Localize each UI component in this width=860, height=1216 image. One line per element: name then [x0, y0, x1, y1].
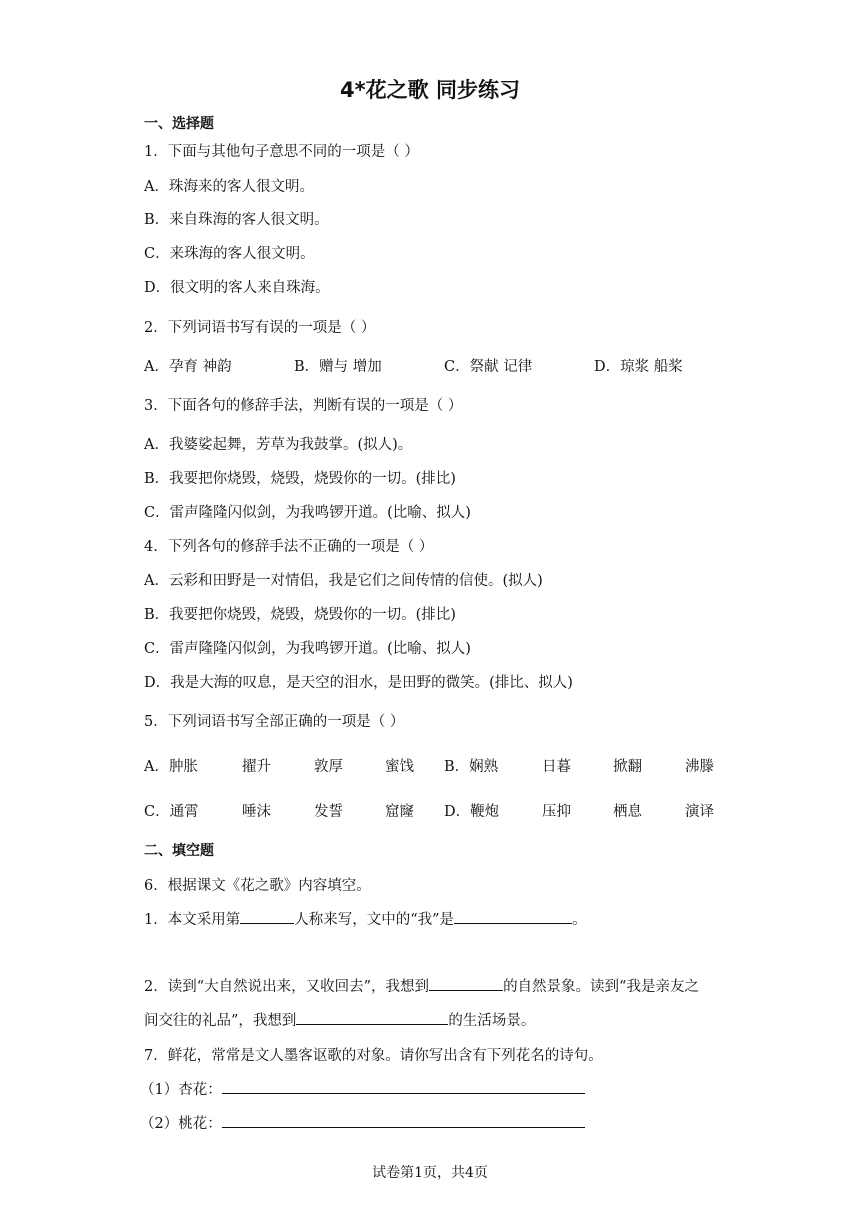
blank-who-is-me[interactable]: [454, 908, 572, 924]
question-1-stem: 1．下面与其他句子意思不同的一项是（ ）: [144, 144, 419, 160]
question-5-word: 敦厚: [314, 759, 343, 775]
page-footer: 试卷第1页，共4页: [372, 1165, 488, 1181]
question-1-option-c: C．来珠海的客人很文明。: [144, 246, 315, 262]
question-6-sub-2-line-1: 2．读到“大自然说出来，又收回去”，我想到 的自然景象。读到“我是亲友之: [144, 975, 699, 996]
question-5-option-d: D．鞭炮: [444, 804, 500, 820]
question-3-option-a: A．我婆娑起舞，芳草为我鼓掌。(拟人)。: [144, 437, 413, 453]
question-6-sub-2-line-2: 间交往的礼品”，我想到 的生活场景。: [144, 1009, 535, 1030]
question-3-option-b: B．我要把你烧毁，烧毁，烧毁你的一切。(排比): [144, 471, 456, 487]
question-5-row-2: [144, 800, 724, 822]
question-5-word: 栖息: [613, 804, 642, 820]
question-5-word: 窟窿: [385, 804, 414, 820]
question-4-stem: 4．下列各句的修辞手法不正确的一项是（ ）: [144, 539, 434, 555]
question-5-word: 压抑: [542, 804, 571, 820]
question-1-option-d: D．很文明的客人来自珠海。: [144, 280, 330, 296]
question-7-stem: 7．鲜花，常常是文人墨客讴歌的对象。请你写出含有下列花名的诗句。: [144, 1048, 603, 1064]
question-1-option-a: A．珠海来的客人很文明。: [144, 179, 314, 195]
question-5-word: 蜜饯: [385, 759, 414, 775]
question-1-option-b: B．来自珠海的客人很文明。: [144, 212, 329, 228]
question-2-option-c: C．祭献 记律: [444, 359, 533, 375]
blank-person[interactable]: [240, 908, 294, 924]
question-6-stem: 6．根据课文《花之歌》内容填空。: [144, 878, 371, 894]
blank-apricot-poem[interactable]: [222, 1078, 585, 1094]
question-2-option-b: B．赠与 增加: [294, 359, 382, 375]
blank-peach-poem[interactable]: [222, 1112, 585, 1128]
question-5-word: 日暮: [542, 759, 571, 775]
blank-life-scene[interactable]: [296, 1009, 448, 1025]
section-heading-choice: 一、选择题: [144, 116, 214, 132]
question-2-option-a: A．孕育 神韵: [144, 359, 232, 375]
question-5-word: 唾沫: [242, 804, 271, 820]
question-5-word: 沸滕: [685, 759, 714, 775]
question-4-option-a: A．云彩和田野是一对情侣，我是它们之间传情的信使。(拟人): [144, 573, 543, 589]
question-2-option-d: D．琼浆 船桨: [594, 359, 683, 375]
question-5-word: 发誓: [314, 804, 343, 820]
question-5-word: 擢升: [242, 759, 271, 775]
question-5-word: 掀翻: [613, 759, 642, 775]
question-5-option-a: A．肿胀: [144, 759, 198, 775]
question-5-option-b: B．娴熟: [444, 759, 499, 775]
question-7-item-1: （1）杏花：: [140, 1078, 585, 1099]
section-heading-fill: 二、填空题: [144, 843, 214, 859]
blank-natural-scene[interactable]: [429, 975, 503, 991]
question-3-stem: 3．下面各句的修辞手法，判断有误的一项是（ ）: [144, 398, 463, 414]
question-6-sub-1: 1．本文采用第 人称来写，文中的“我”是 。: [144, 908, 587, 929]
question-5-stem: 5．下列词语书写全部正确的一项是（ ）: [144, 714, 405, 730]
question-5-word: 演译: [685, 804, 714, 820]
question-3-option-c: C．雷声隆隆闪似剑，为我鸣锣开道。(比喻、拟人): [144, 505, 471, 521]
page-title: 4*花之歌 同步练习: [340, 78, 520, 102]
question-4-option-b: B．我要把你烧毁，烧毁，烧毁你的一切。(排比): [144, 607, 456, 623]
question-4-option-c: C．雷声隆隆闪似剑，为我鸣锣开道。(比喻、拟人): [144, 641, 471, 657]
question-5-option-c: C．通霄: [144, 804, 199, 820]
question-4-option-d: D．我是大海的叹息，是天空的泪水，是田野的微笑。(排比、拟人): [144, 675, 573, 691]
question-7-item-2: （2）桃花：: [140, 1112, 585, 1133]
question-5-row-1: [144, 755, 724, 777]
question-2-stem: 2．下列词语书写有误的一项是（ ）: [144, 320, 376, 336]
